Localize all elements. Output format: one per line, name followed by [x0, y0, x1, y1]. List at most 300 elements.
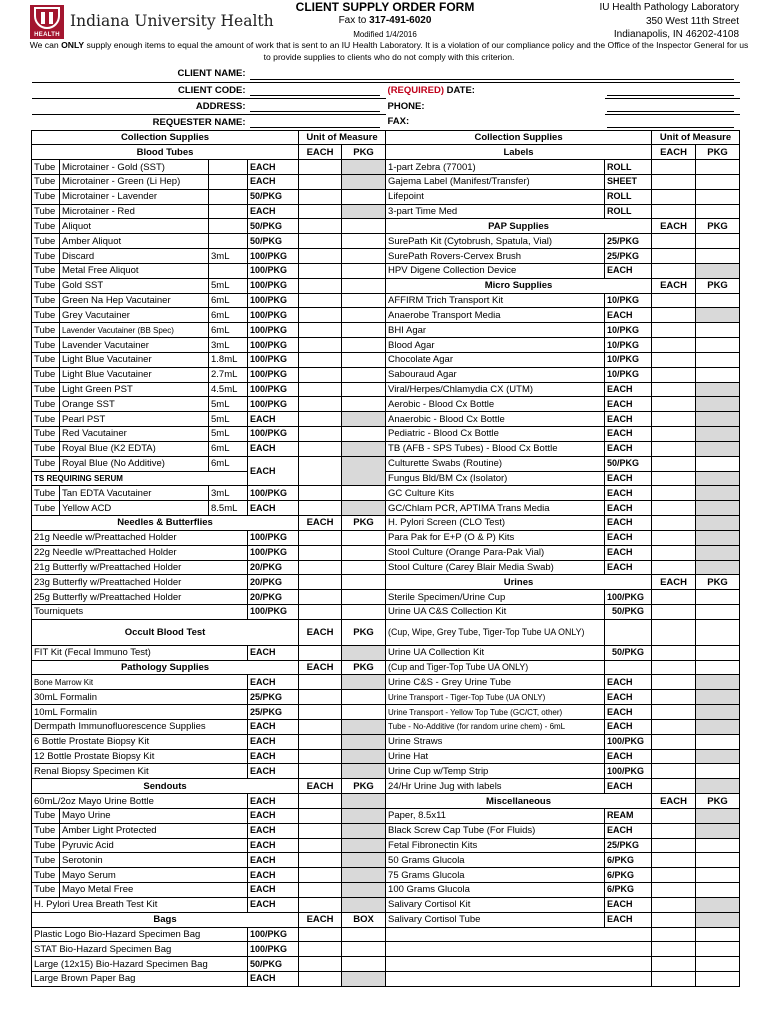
each-quantity-input[interactable] [299, 278, 342, 293]
each-quantity-input[interactable] [652, 764, 696, 779]
pkg-quantity-input[interactable] [696, 590, 740, 605]
each-quantity-input[interactable] [299, 705, 342, 720]
client-code-field[interactable] [250, 84, 380, 96]
each-quantity-input[interactable] [652, 263, 696, 278]
pkg-quantity-input[interactable] [696, 249, 740, 264]
unit-measure: EACH [605, 675, 652, 690]
each-quantity-input[interactable] [299, 575, 342, 590]
tube-type: Tube [32, 412, 60, 427]
pkg-quantity-input[interactable] [342, 972, 386, 987]
each-quantity-input[interactable] [652, 823, 696, 838]
each-quantity-input[interactable] [652, 293, 696, 308]
unit-measure: 100/PKG [248, 427, 299, 442]
pkg-quantity-input[interactable] [696, 293, 740, 308]
each-quantity-input[interactable] [652, 160, 696, 175]
supply-name-urine-ua-c-s-collection-kit: Urine UA C&S Collection Kit [386, 605, 605, 620]
pkg-quantity-input[interactable] [696, 853, 740, 868]
tube-size [209, 160, 248, 175]
unit-measure: 50/PKG [605, 456, 652, 471]
supply-name-plastic-logo-bio-hazard-specimen-bag: Plastic Logo Bio-Hazard Specimen Bag [32, 927, 248, 942]
empty-right-pkg [696, 957, 740, 972]
right-unit-measure-header: Unit of Measure [652, 130, 740, 145]
pkg-quantity-input[interactable] [342, 764, 386, 779]
each-quantity-input[interactable] [299, 927, 342, 942]
tube-size: 5mL [209, 412, 248, 427]
pkg-quantity-input[interactable] [342, 690, 386, 705]
unit-measure: EACH [248, 897, 299, 912]
pkg-quantity-input[interactable] [696, 471, 740, 486]
fax-input-cell[interactable] [605, 114, 740, 130]
each-quantity-input[interactable] [652, 897, 696, 912]
each-quantity-input[interactable] [652, 486, 696, 501]
pkg-quantity-input[interactable] [696, 382, 740, 397]
pkg-quantity-input[interactable] [696, 338, 740, 353]
tube-size: 5mL [209, 397, 248, 412]
each-quantity-input[interactable] [299, 675, 342, 690]
tube-size: 6mL [209, 308, 248, 323]
supply-name-tb-afb-sps-tubes-blood-cx-bottle: TB (AFB - SPS Tubes) - Blood Cx Bottle [386, 441, 605, 456]
empty-right-pkg [696, 972, 740, 987]
pkg-quantity-input[interactable] [342, 174, 386, 189]
pkg-quantity-input[interactable] [342, 323, 386, 338]
form-title: CLIENT SUPPLY ORDER FORM [295, 0, 475, 14]
unit-measure: EACH [248, 501, 299, 516]
pkg-quantity-input[interactable] [696, 486, 740, 501]
tube-type: Tube [32, 174, 60, 189]
each-quantity-input[interactable] [299, 397, 342, 412]
each-quantity-input[interactable] [652, 619, 696, 645]
section-title-blood-tubes: Blood Tubes [32, 145, 299, 160]
each-quantity-input[interactable] [299, 338, 342, 353]
each-quantity-input[interactable] [652, 308, 696, 323]
each-quantity-input[interactable] [299, 160, 342, 175]
tube-size: 5mL [209, 427, 248, 442]
supply-name-21g-needle-w-preattached-holder: 21g Needle w/Preattached Holder [32, 530, 248, 545]
each-quantity-input[interactable] [299, 412, 342, 427]
pkg-quantity-input[interactable] [696, 516, 740, 531]
unit-measure: EACH [605, 486, 652, 501]
each-quantity-input[interactable] [652, 675, 696, 690]
pkg-quantity-input[interactable] [696, 397, 740, 412]
tube-name-tan-edta-vacutainer: Tan EDTA Vacutainer [60, 486, 209, 501]
pkg-quantity-input[interactable] [342, 808, 386, 823]
each-quantity-input[interactable] [652, 427, 696, 442]
pkg-quantity-input[interactable] [696, 868, 740, 883]
each-quantity-input[interactable] [299, 972, 342, 987]
pkg-quantity-input[interactable] [342, 675, 386, 690]
pkg-quantity-input[interactable] [696, 234, 740, 249]
pkg-quantity-input[interactable] [342, 397, 386, 412]
each-quantity-input[interactable] [299, 486, 342, 501]
tube-size: 6mL [209, 323, 248, 338]
each-quantity-input[interactable] [299, 308, 342, 323]
pkg-quantity-input[interactable] [342, 160, 386, 175]
pkg-quantity-input[interactable] [342, 234, 386, 249]
each-quantity-input[interactable] [299, 853, 342, 868]
phone-field[interactable] [607, 100, 734, 112]
pkg-quantity-input[interactable] [342, 441, 386, 456]
each-quantity-input[interactable] [299, 942, 342, 957]
pkg-quantity-input[interactable] [696, 675, 740, 690]
supply-name-urine-transport-tiger-top-tube-ua-only: Urine Transport - Tiger-Top Tube (UA ONLY) [386, 690, 605, 705]
unit-measure: 6/PKG [605, 883, 652, 898]
each-quantity-input[interactable] [652, 808, 696, 823]
unit-measure: 100/PKG [248, 308, 299, 323]
each-quantity-input[interactable] [652, 441, 696, 456]
tube-name-lavender-vacutainer-bb-spec: Lavender Vacutainer (BB Spec) [60, 323, 209, 338]
each-quantity-input[interactable] [299, 897, 342, 912]
pkg-quantity-input[interactable] [342, 189, 386, 204]
date-label: DATE: [446, 84, 475, 96]
pkg-quantity-input[interactable] [342, 293, 386, 308]
pkg-quantity-input[interactable] [696, 174, 740, 189]
pkg-quantity-input[interactable] [342, 705, 386, 720]
supply-name-salivary-cortisol-tube: Salivary Cortisol Tube [386, 912, 605, 927]
each-quantity-input[interactable] [299, 367, 342, 382]
each-quantity-input[interactable] [299, 293, 342, 308]
each-quantity-input[interactable] [299, 690, 342, 705]
each-quantity-input[interactable] [299, 560, 342, 575]
tube-type: Tube [32, 263, 60, 278]
pkg-quantity-input[interactable] [342, 249, 386, 264]
pkg-quantity-input[interactable] [696, 645, 740, 660]
each-quantity-input[interactable] [652, 853, 696, 868]
tube-type: Tube [32, 219, 60, 234]
supply-name-60ml-2oz-mayo-urine-bottle: 60mL/2oz Mayo Urine Bottle [32, 794, 248, 809]
supply-name-urine-cup-w-temp-strip: Urine Cup w/Temp Strip [386, 764, 605, 779]
pkg-quantity-input[interactable] [696, 897, 740, 912]
each-quantity-input[interactable] [652, 352, 696, 367]
pkg-quantity-input[interactable] [342, 645, 386, 660]
each-quantity-input[interactable] [652, 912, 696, 927]
pkg-quantity-input[interactable] [342, 278, 386, 293]
pkg-quantity-input[interactable] [696, 204, 740, 219]
fax-number: 317-491-6020 [369, 15, 432, 26]
each-quantity-input[interactable] [299, 219, 342, 234]
right-pkg-header-1: PKG [696, 219, 740, 234]
supply-name-pediatric-blood-cx-bottle: Pediatric - Blood Cx Bottle [386, 427, 605, 442]
each-quantity-input[interactable] [652, 779, 696, 794]
each-quantity-input[interactable] [299, 645, 342, 660]
left-box-header5: BOX [342, 912, 386, 927]
supply-name-fungus-bld-bm-cx-isolator: Fungus Bld/BM Cx (Isolator) [386, 471, 605, 486]
each-quantity-input[interactable] [652, 660, 696, 675]
each-quantity-input[interactable] [299, 605, 342, 620]
each-quantity-input[interactable] [299, 323, 342, 338]
unit-measure: 100/PKG [248, 942, 299, 957]
pkg-quantity-input[interactable] [696, 660, 740, 675]
tube-size: 1.8mL [209, 352, 248, 367]
pkg-quantity-input[interactable] [696, 838, 740, 853]
each-quantity-input[interactable] [652, 367, 696, 382]
pkg-quantity-input[interactable] [342, 734, 386, 749]
unit-measure: 100/PKG [248, 338, 299, 353]
each-quantity-input[interactable] [652, 382, 696, 397]
empty-right-each [652, 957, 696, 972]
unit-measure: 100/PKG [248, 352, 299, 367]
pkg-quantity-input[interactable] [696, 764, 740, 779]
pkg-quantity-input[interactable] [342, 883, 386, 898]
tube-size [209, 204, 248, 219]
pkg-quantity-input[interactable] [342, 204, 386, 219]
each-quantity-input[interactable] [652, 560, 696, 575]
each-quantity-input[interactable] [652, 838, 696, 853]
pkg-quantity-input[interactable] [342, 794, 386, 809]
supply-name-mayo-serum: Mayo Serum [60, 868, 248, 883]
each-quantity-input[interactable] [299, 823, 342, 838]
each-quantity-input[interactable] [299, 501, 342, 516]
pkg-quantity-input[interactable] [342, 560, 386, 575]
pkg-quantity-input[interactable] [342, 719, 386, 734]
each-quantity-input[interactable] [299, 734, 342, 749]
supply-name-para-pak-for-e-p-o-p-kits: Para Pak for E+P (O & P) Kits [386, 530, 605, 545]
pkg-quantity-input[interactable] [696, 308, 740, 323]
each-quantity-input[interactable] [299, 530, 342, 545]
section-title-sendouts: Sendouts [32, 779, 299, 794]
pkg-quantity-input[interactable] [342, 897, 386, 912]
each-quantity-input[interactable] [652, 545, 696, 560]
supply-name-lifepoint: Lifepoint [386, 189, 605, 204]
each-quantity-input[interactable] [299, 234, 342, 249]
unit-measure: SHEET [605, 174, 652, 189]
supply-name-salivary-cortisol-kit: Salivary Cortisol Kit [386, 897, 605, 912]
each-quantity-input[interactable] [299, 883, 342, 898]
supply-name-paper-8-5x11: Paper, 8.5x11 [386, 808, 605, 823]
each-quantity-input[interactable] [652, 645, 696, 660]
pkg-quantity-input[interactable] [342, 308, 386, 323]
section-title-occult-blood-test: Occult Blood Test [32, 619, 299, 645]
each-quantity-input[interactable] [299, 590, 342, 605]
pkg-quantity-input[interactable] [696, 719, 740, 734]
pkg-quantity-input[interactable] [696, 263, 740, 278]
section-title-micro-supplies: Micro Supplies [386, 278, 652, 293]
pkg-quantity-input[interactable] [696, 883, 740, 898]
pkg-quantity-input[interactable] [696, 412, 740, 427]
client-code-input-cell[interactable] [248, 82, 386, 98]
supply-name-gajema-label-manifest-transfer: Gajema Label (Manifest/Transfer) [386, 174, 605, 189]
left-each-header-1: EACH [299, 516, 342, 531]
supply-name-large-brown-paper-bag: Large Brown Paper Bag [32, 972, 248, 987]
pkg-quantity-input[interactable] [696, 367, 740, 382]
pkg-quantity-input[interactable] [342, 545, 386, 560]
pkg-quantity-input[interactable] [342, 868, 386, 883]
each-quantity-input[interactable] [299, 764, 342, 779]
pkg-quantity-input[interactable] [342, 957, 386, 972]
each-quantity-input[interactable] [299, 868, 342, 883]
each-quantity-input[interactable] [652, 530, 696, 545]
pkg-quantity-input[interactable] [696, 456, 740, 471]
each-quantity-input[interactable] [299, 808, 342, 823]
pkg-quantity-input[interactable] [342, 263, 386, 278]
unit-measure: EACH [605, 545, 652, 560]
each-quantity-input[interactable] [652, 234, 696, 249]
each-quantity-input[interactable] [299, 204, 342, 219]
each-quantity-input[interactable] [299, 263, 342, 278]
tube-name-yellow-acd: Yellow ACD [60, 501, 209, 516]
pkg-quantity-input[interactable] [342, 605, 386, 620]
pkg-quantity-input[interactable] [696, 690, 740, 705]
each-quantity-input[interactable] [652, 249, 696, 264]
requester-name-input-cell[interactable] [248, 114, 386, 130]
supply-name-23g-butterfly-w-preattached-holder: 23g Butterfly w/Preattached Holder [32, 575, 248, 590]
pkg-quantity-input[interactable] [342, 486, 386, 501]
phone-label-cell [386, 98, 605, 114]
each-quantity-input[interactable] [299, 189, 342, 204]
phone-input-cell[interactable] [605, 98, 740, 114]
pkg-quantity-input[interactable] [696, 441, 740, 456]
each-quantity-input[interactable] [299, 749, 342, 764]
tube-type: Tube [32, 397, 60, 412]
pkg-quantity-input[interactable] [342, 352, 386, 367]
pkg-quantity-input[interactable] [696, 352, 740, 367]
each-quantity-input[interactable] [652, 719, 696, 734]
each-quantity-input[interactable] [299, 427, 342, 442]
pkg-quantity-input[interactable] [696, 501, 740, 516]
each-quantity-input[interactable] [299, 794, 342, 809]
requester-name-label: REQUESTER NAME: [32, 114, 248, 130]
supply-name-6-bottle-prostate-biopsy-kit: 6 Bottle Prostate Biopsy Kit [32, 734, 248, 749]
pkg-quantity-input[interactable] [342, 853, 386, 868]
pkg-quantity-input[interactable] [696, 160, 740, 175]
tube-type: Tube [32, 853, 60, 868]
supply-name-tube-no-additive-for-random-urine-chem-6ml: Tube - No-Additive (for random urine chem) - 6mL [386, 719, 605, 734]
tube-type: Tube [32, 234, 60, 249]
pkg-quantity-input[interactable] [342, 382, 386, 397]
pkg-quantity-input[interactable] [696, 734, 740, 749]
pkg-quantity-input[interactable] [696, 779, 740, 794]
supply-name-urine-ua-collection-kit: Urine UA Collection Kit [386, 645, 605, 660]
each-quantity-input[interactable] [652, 690, 696, 705]
each-quantity-input[interactable] [652, 397, 696, 412]
client-name-label: CLIENT NAME: [32, 66, 248, 82]
supply-name-1-part-zebra-77001: 1-part Zebra (77001) [386, 160, 605, 175]
each-quantity-input[interactable] [299, 957, 342, 972]
unit-measure: EACH [248, 719, 299, 734]
unit-measure: 10/PKG [605, 352, 652, 367]
unit-measure: EACH [248, 838, 299, 853]
pkg-quantity-input[interactable] [342, 942, 386, 957]
each-quantity-input[interactable] [299, 838, 342, 853]
pkg-quantity-input[interactable] [342, 501, 386, 516]
tube-type: Tube [32, 293, 60, 308]
pkg-quantity-input[interactable] [342, 590, 386, 605]
each-quantity-input[interactable] [299, 719, 342, 734]
pkg-quantity-input[interactable] [342, 338, 386, 353]
section-title-urines: Urines [386, 575, 652, 590]
fax-field[interactable] [607, 116, 734, 128]
each-quantity-input[interactable] [299, 249, 342, 264]
each-quantity-input[interactable] [652, 590, 696, 605]
each-quantity-input[interactable] [299, 352, 342, 367]
date-input-cell[interactable] [605, 82, 740, 98]
empty-right-each [652, 942, 696, 957]
unit-measure: EACH [248, 456, 299, 486]
pkg-quantity-input[interactable] [342, 427, 386, 442]
date-field[interactable] [607, 84, 734, 96]
pkg-quantity-input[interactable] [342, 456, 386, 486]
each-quantity-input[interactable] [652, 174, 696, 189]
each-quantity-input[interactable] [652, 189, 696, 204]
unit-measure: EACH [248, 868, 299, 883]
unit-measure: 100/PKG [248, 249, 299, 264]
each-quantity-input[interactable] [652, 705, 696, 720]
address-field[interactable] [250, 100, 380, 112]
each-quantity-input[interactable] [299, 441, 342, 456]
notice-emphasis: ONLY [61, 40, 85, 50]
pkg-quantity-input[interactable] [342, 530, 386, 545]
pkg-quantity-input[interactable] [696, 189, 740, 204]
requester-name-field[interactable] [250, 116, 380, 128]
each-quantity-input[interactable] [652, 734, 696, 749]
pkg-quantity-input[interactable] [696, 605, 740, 620]
each-quantity-input[interactable] [652, 868, 696, 883]
right-pkg-header-4: PKG [696, 794, 740, 809]
unit-measure [605, 660, 652, 675]
pkg-quantity-input[interactable] [696, 705, 740, 720]
pkg-quantity-input[interactable] [342, 575, 386, 590]
pkg-quantity-input[interactable] [696, 823, 740, 838]
each-quantity-input[interactable] [652, 501, 696, 516]
each-quantity-input[interactable] [299, 382, 342, 397]
each-quantity-input[interactable] [652, 323, 696, 338]
unit-measure: EACH [605, 308, 652, 323]
tube-size [209, 263, 248, 278]
pkg-quantity-input[interactable] [342, 927, 386, 942]
each-quantity-input[interactable] [652, 883, 696, 898]
each-quantity-input[interactable] [652, 412, 696, 427]
each-quantity-input[interactable] [299, 545, 342, 560]
each-quantity-input[interactable] [652, 516, 696, 531]
supply-name-amber-light-protected: Amber Light Protected [60, 823, 248, 838]
each-quantity-input[interactable] [652, 338, 696, 353]
each-quantity-input[interactable] [652, 471, 696, 486]
each-quantity-input[interactable] [299, 174, 342, 189]
pkg-quantity-input[interactable] [696, 427, 740, 442]
tube-name-metal-free-aliquot: Metal Free Aliquot [60, 263, 209, 278]
pkg-quantity-input[interactable] [696, 530, 740, 545]
pkg-quantity-input[interactable] [696, 619, 740, 645]
pkg-quantity-input[interactable] [696, 912, 740, 927]
pkg-quantity-input[interactable] [342, 823, 386, 838]
supply-name-sterile-specimen-urine-cup: Sterile Specimen/Urine Cup [386, 590, 605, 605]
each-quantity-input[interactable] [652, 456, 696, 471]
pkg-quantity-input[interactable] [696, 323, 740, 338]
section-title-labels: Labels [386, 145, 652, 160]
client-name-field[interactable] [250, 68, 734, 80]
each-quantity-input[interactable] [299, 456, 342, 486]
supply-name-serotonin: Serotonin [60, 853, 248, 868]
address-input-cell[interactable] [248, 98, 386, 114]
pkg-quantity-input[interactable] [696, 808, 740, 823]
pkg-quantity-input[interactable] [342, 412, 386, 427]
unit-measure: 25/PKG [248, 690, 299, 705]
each-quantity-input[interactable] [652, 749, 696, 764]
pkg-quantity-input[interactable] [696, 560, 740, 575]
pkg-quantity-input[interactable] [696, 545, 740, 560]
supply-name-aerobic-blood-cx-bottle: Aerobic - Blood Cx Bottle [386, 397, 605, 412]
pkg-quantity-input[interactable] [342, 367, 386, 382]
each-quantity-input[interactable] [652, 204, 696, 219]
unit-measure: EACH [605, 382, 652, 397]
each-quantity-input[interactable] [652, 605, 696, 620]
pkg-quantity-input[interactable] [342, 749, 386, 764]
empty-right-pkg [696, 927, 740, 942]
client-name-input-cell[interactable] [248, 66, 740, 82]
pkg-quantity-input[interactable] [342, 219, 386, 234]
pkg-quantity-input[interactable] [696, 749, 740, 764]
tube-size [209, 234, 248, 249]
pkg-quantity-input[interactable] [342, 838, 386, 853]
